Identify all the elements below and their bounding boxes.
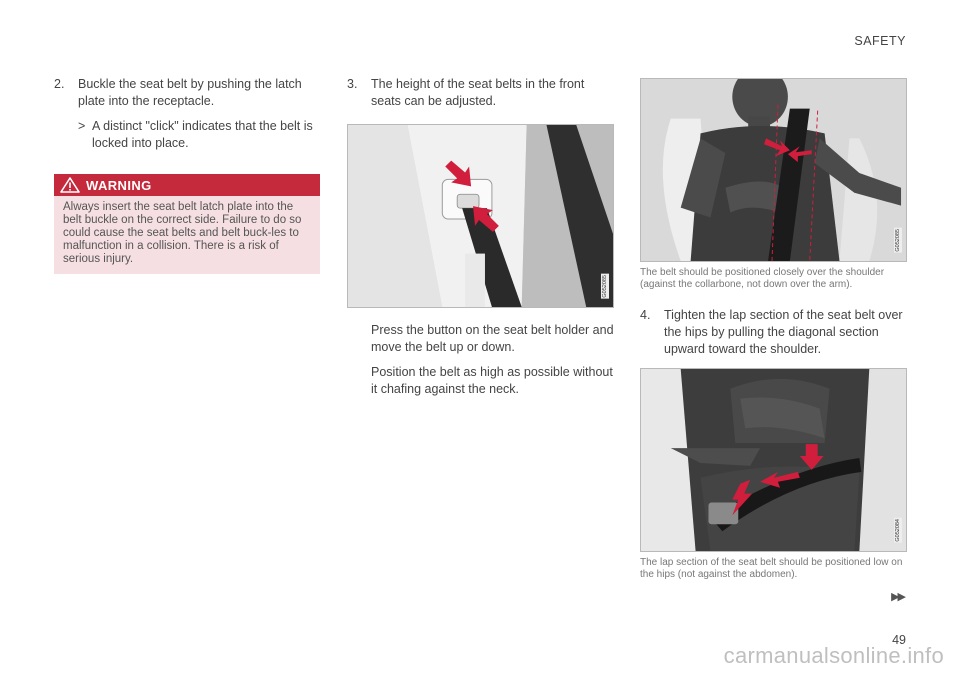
figure-caption: The belt should be positioned closely over the shoulder (against the collarbone, not down over the arm). [640, 267, 885, 290]
instruction-paragraph: Press the button on the seat belt holder and move the belt up or down. [371, 323, 614, 354]
instruction-paragraph: Position the belt as high as possible without it chafing against the neck. [371, 365, 613, 396]
figure-caption: The lap section of the seat belt should be positioned low on the hips (not against the abdomen). [640, 557, 903, 580]
column-2 [347, 76, 614, 398]
section-label: SAFETY [854, 34, 906, 48]
belt-height-adjuster-illustration [347, 124, 614, 308]
step-text: Tighten the lap section of the seat belt over the hips by pulling the diagonal section upward toward the shoulder. [664, 308, 903, 356]
warning-triangle-icon [60, 177, 80, 193]
warning-header [54, 174, 320, 196]
step-2 [54, 76, 320, 110]
watermark: carmanualsonline.info [723, 643, 944, 668]
warning-box [54, 174, 320, 274]
step-number: 3. [347, 77, 358, 91]
column-1 [54, 76, 320, 274]
result-text: A distinct "click" indicates that the belt is locked into place. [92, 119, 313, 150]
figure-code: G052085 [602, 275, 608, 298]
figure-code: G052085 [895, 229, 901, 252]
step-result [78, 118, 320, 152]
figure-code: G052084 [895, 519, 901, 542]
lap-belt-illustration [640, 368, 907, 552]
result-marker: > [78, 119, 86, 133]
step-4 [640, 307, 907, 358]
shoulder-belt-illustration [640, 78, 907, 262]
step-text: Buckle the seat belt by pushing the latch plate into the receptacle. [78, 77, 302, 108]
next-page-indicator-icon: ▶▶ [891, 591, 904, 603]
step-number: 2. [54, 77, 65, 91]
step-3 [347, 76, 614, 110]
step-number: 4. [640, 308, 651, 322]
column-3 [640, 78, 907, 581]
step-text: The height of the seat belts in the front seats can be adjusted. [371, 77, 585, 108]
warning-text: Always insert the seat belt latch plate into the belt buckle on the correct side. Failure to do so could cause the seat belts and belt buck-les to malfunction in a collision. There is a risk of serious injury. [63, 201, 302, 265]
warning-title: WARNING [86, 177, 152, 193]
page-number: 49 [892, 633, 906, 647]
